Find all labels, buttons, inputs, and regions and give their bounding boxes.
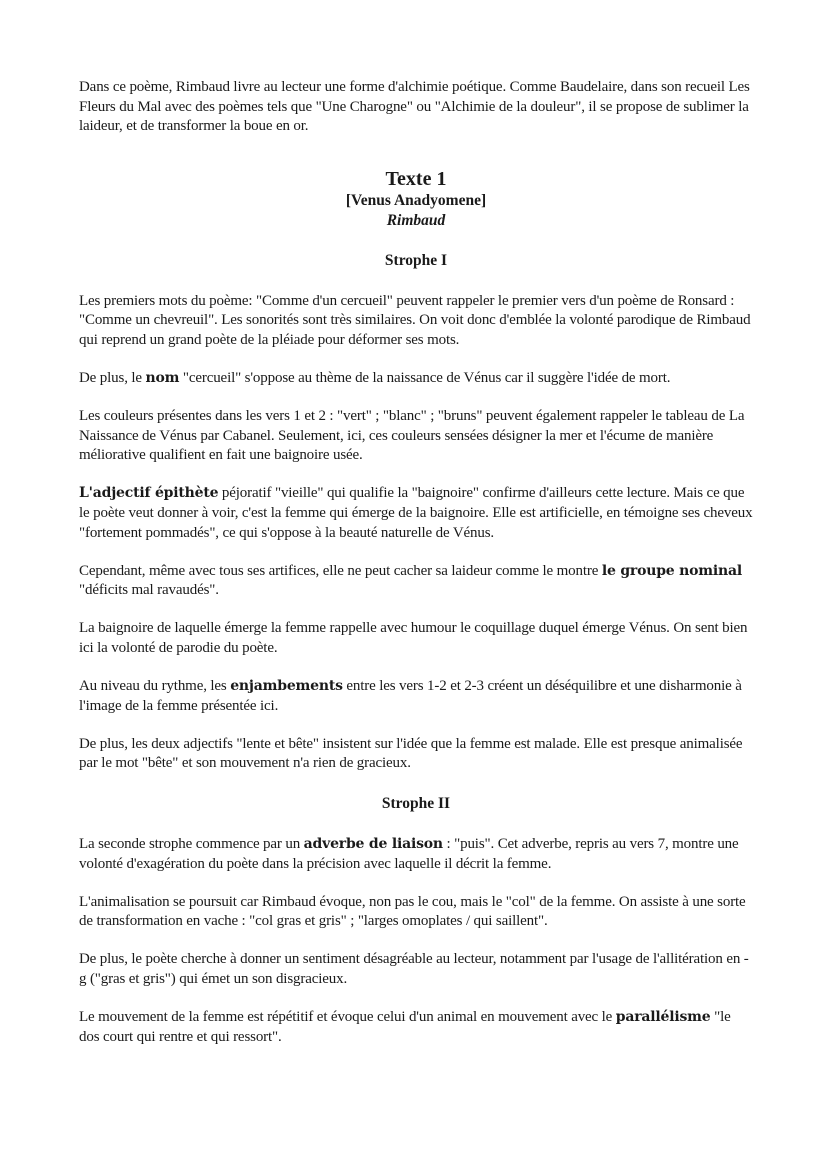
text-run: Cependant, même avec tous ses artifices, elle ne peut cacher sa laideur comme le montre [79,562,602,579]
text-run: L'animalisation se poursuit car Rimbaud évoque, non pas le cou, mais le "col" de la femme. On assiste à une sorte de transformation en vache : "col gras et gris" ; "larges omoplates / qui saillent". [79,893,746,930]
text-run: Dans ce poème, Rimbaud livre au lecteur une forme d'alchimie poétique. Comme Baudelaire, dans son recueil Les Fleurs du Mal avec des poèmes tels que "Une Charogne" ou "Alchimie de la douleur", il se propose de sublimer la laideur, et de transformer la boue en or. [79,79,750,135]
text-run: Au niveau du rythme, les [79,678,231,695]
bold-term: nom [145,370,180,387]
section [79,794,753,1047]
bold-term: adverbe de liaison [303,835,443,852]
text-run: Le mouvement de la femme est répétitif et évoque celui d'un animal en mouvement avec le [79,1009,616,1026]
paragraph [79,292,753,351]
paragraph [79,950,753,989]
text-run: "déficits mal ravaudés". [79,582,219,599]
text-run: Les couleurs présentes dans les vers 1 et 2 : "vert" ; "blanc" ; "bruns" peuvent également rappeler le tableau de La Naissance de Vénus par Cabanel. Seulement, ici, ces couleurs sensées désigner la mer et l'écume de manière méliorative qualifient en fait une baignoire usée. [79,408,745,464]
text-run: De plus, le poète cherche à donner un sentiment désagréable au lecteur, notamment par l'usage de l'allitération en -g ("gras et gris") qui émet un son disgracieux. [79,951,749,987]
bold-term: parallélisme [615,1009,711,1026]
text-run: De plus, les deux adjectifs "lente et bête" insistent sur l'idée que la femme est malade. Elle est presque animalisée par le mot "bête" et son mouvement n'a rien de gracieux. [79,735,743,772]
document-page [79,78,753,1066]
text-run: Les premiers mots du poème: "Comme d'un cercueil" peuvent rappeler le premier vers d'un poème de Ronsard : "Comme un chevreuil". Les sonorités sont très similaires. On voit donc d'emblée la volonté parodique de Rimbaud qui reprend un grand poète de la pléiade pour déformer ses mots. [79,292,751,348]
text-run: La seconde strophe commence par un [79,835,304,852]
bold-term: L'adjectif épithète [79,485,219,502]
text-run: La baignoire de laquelle émerge la femme rappelle avec humour le coquillage duquel émerge Vénus. On sent bien ici la volonté de parodie du poète. [79,620,748,656]
bold-term: enjambements [230,678,343,695]
section [79,251,753,774]
paragraph [79,407,753,466]
paragraph [79,78,753,137]
poem-author: Rimbaud [386,211,446,229]
text-run: : "puis". Cet adverbe, repris au vers 7, montre une volonté d'exagération du poète dans la précision avec laquelle il décrit la femme. [79,835,739,872]
paragraph [79,619,753,658]
text-run: "cercueil" s'oppose au thème de la naissance de Vénus car il suggère l'idée de mort. [179,370,671,387]
paragraph [79,562,753,601]
poem-title: [Venus Anadyomene] [345,191,487,209]
text-run: De plus, le [79,370,146,387]
analysis-sections [79,251,753,1047]
paragraph [79,1008,753,1047]
text-run: péjoratif "vieille" qui qualifie la "baignoire" confirme d'ailleurs cette lecture. Mais ce que le poète veut donner à voir, c'est la femme qui émerge de la baignoire. Elle est artificielle, en témoigne ses cheveux "fortement pommadés", ce qui s'oppose à la beauté naturelle de Vénus. [79,485,753,541]
paragraph [79,484,753,543]
text-heading: Texte 1 [385,167,447,190]
text-run: "le dos court qui rentre et qui ressort". [79,1009,731,1045]
bold-term: le groupe nominal [601,562,742,579]
paragraph [79,369,753,389]
paragraph [79,677,753,716]
title-block [79,167,753,231]
section-heading: Strophe I [384,251,448,269]
paragraph [79,735,753,774]
paragraph [79,893,753,932]
paragraph [79,835,753,874]
intro-section [79,78,753,137]
section-heading: Strophe II [381,794,451,812]
text-run: entre les vers 1-2 et 2-3 créent un déséquilibre et une disharmonie à l'image de la femme présentée ici. [79,678,742,714]
